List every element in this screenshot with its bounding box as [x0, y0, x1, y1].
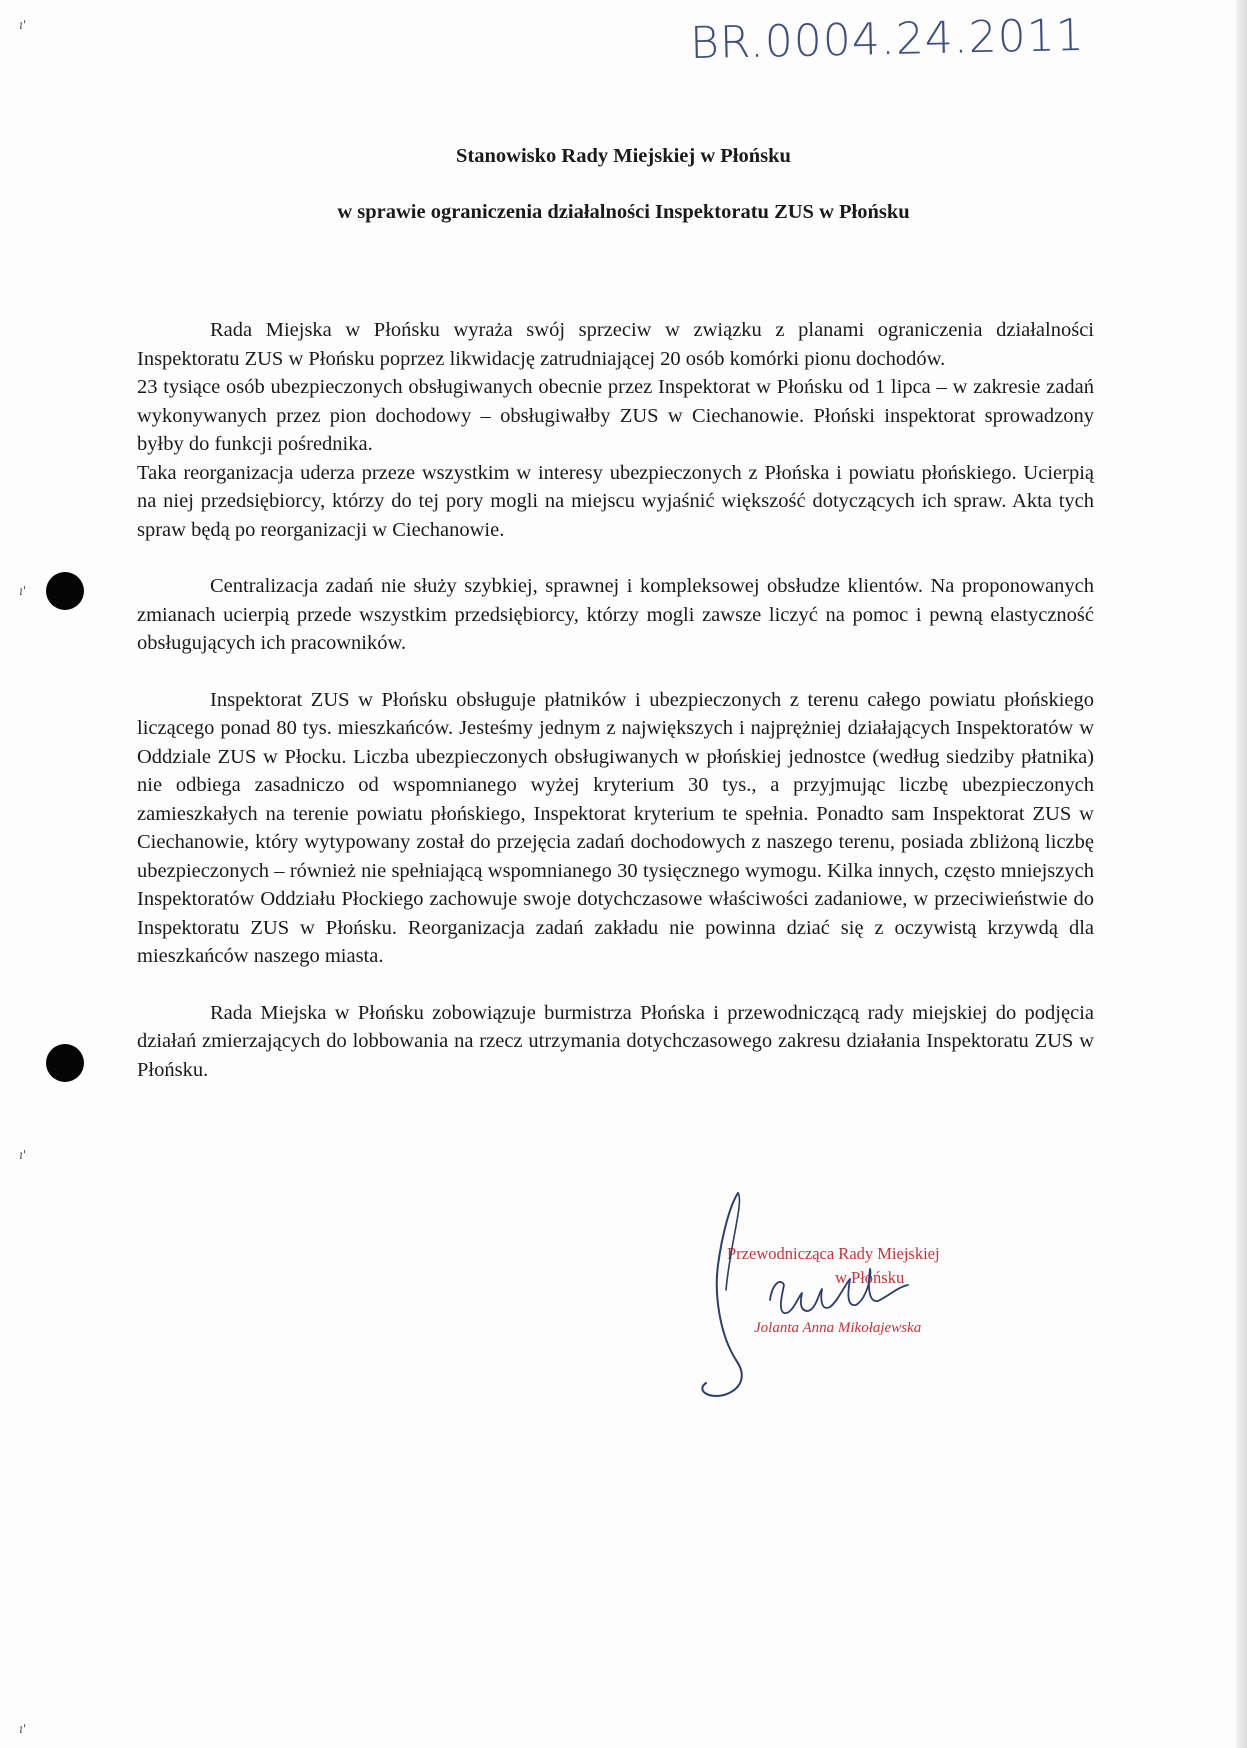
stamp-location: w Płońsku — [835, 1268, 905, 1287]
stamp-name: Jolanta Anna Mikołajewska — [754, 1320, 922, 1336]
margin-mark: ı' — [19, 1148, 27, 1162]
paragraph: Rada Miejska w Płońsku wyraża swój sprzeciw w związku z planami ograniczenia działalności Inspektoratu ZUS w Płońsku poprzez likwidację zatrudniającej 20 osób komórki pionu dochodów. — [137, 319, 1094, 370]
handwritten-signature — [700, 1185, 1030, 1425]
document-body — [137, 316, 1094, 1084]
margin-mark: ı' — [19, 18, 27, 32]
punch-hole — [46, 1044, 84, 1082]
paragraph: 23 tysiące osób ubezpieczonych obsługiwanych obecnie przez Inspektorat w Płońsku od 1 lipca – w zakresie zadań wykonywanych przez pion dochodowy – obsługiwałby ZUS w Ciechanowie. Płoński inspektorat sprowadzony byłby do funkcji pośrednika. — [137, 376, 1094, 455]
handwritten-reference-number: BR.0004.24.2011 — [689, 9, 1086, 70]
margin-mark: ı' — [19, 1722, 27, 1736]
punch-hole — [46, 572, 84, 610]
margin-mark: ı' — [19, 584, 27, 598]
paragraph: Centralizacja zadań nie służy szybkiej, sprawnej i kompleksowej obsłudze klientów. Na proponowanych zmianach ucierpią przede wszystkim przedsiębiorcy, którzy mogli zawsze liczyć na pomoc i pewną elastyczność obsługujących ich pracowników. — [137, 575, 1094, 654]
document-subtitle: w sprawie ograniczenia działalności Inspektoratu ZUS w Płońsku — [337, 201, 910, 223]
paragraph: Rada Miejska w Płońsku zobowiązuje burmistrza Płońska i przewodniczącą rady miejskiej do podjęcia działań zmierzających do lobbowania na rzecz utrzymania dotychczasowego zakresu działania Inspektoratu ZUS w Płońsku. — [137, 1001, 1094, 1081]
scan-edge — [1236, 0, 1247, 1748]
stamp-title: Przewodnicząca Rady Miejskiej — [727, 1244, 940, 1263]
paragraph: Taka reorganizacja uderza przeze wszystkim w interesy ubezpieczonych z Płońska i powiatu płońskiego. Ucierpią na niej przedsiębiorcy, którzy do tej pory mogli na miejscu wyjaśnić większość dotyczących ich spraw. Akta tych spraw będą po reorganizacji w Ciechanowie. — [137, 461, 1094, 541]
document-title: Stanowisko Rady Miejskiej w Płońsku — [456, 145, 791, 167]
paragraph: Inspektorat ZUS w Płońsku obsługuje płatników i ubezpieczonych z terenu całego powiatu płońskiego liczącego ponad 80 tys. mieszkańców. Jesteśmy jednym z największych i najprężniej działających Inspektoratów w Oddziale ZUS w Płocku. Liczba ubezpieczonych obsługiwanych w płońskiej jednostce (według siedziby płatnika) nie odbiega zasadniczo od wspomnianego wyżej kryterium 30 tys., a przyjmując liczbę ubezpieczonych zamieszkałych na terenie powiatu płońskiego, Inspektorat kryterium te spełnia. Ponadto sam Inspektorat ZUS w Ciechanowie, który wytypowany został do przejęcia zadań dochodowych z naszego terenu, posiada zbliżoną liczbę ubezpieczonych – również nie spełniającą wspomnianego 30 tysięcznego wymogu. Kilka innych, często mniejszych Inspektoratów Oddziału Płockiego zachowuje swoje dotychczasowe właściwości zadaniowe, w przeciwieństwie do Inspektoratu ZUS w Płońsku. Reorganizacja zadań zakładu nie powinna dziać się z oczywistą krzywdą dla mieszkańców naszego miasta. — [137, 688, 1094, 967]
